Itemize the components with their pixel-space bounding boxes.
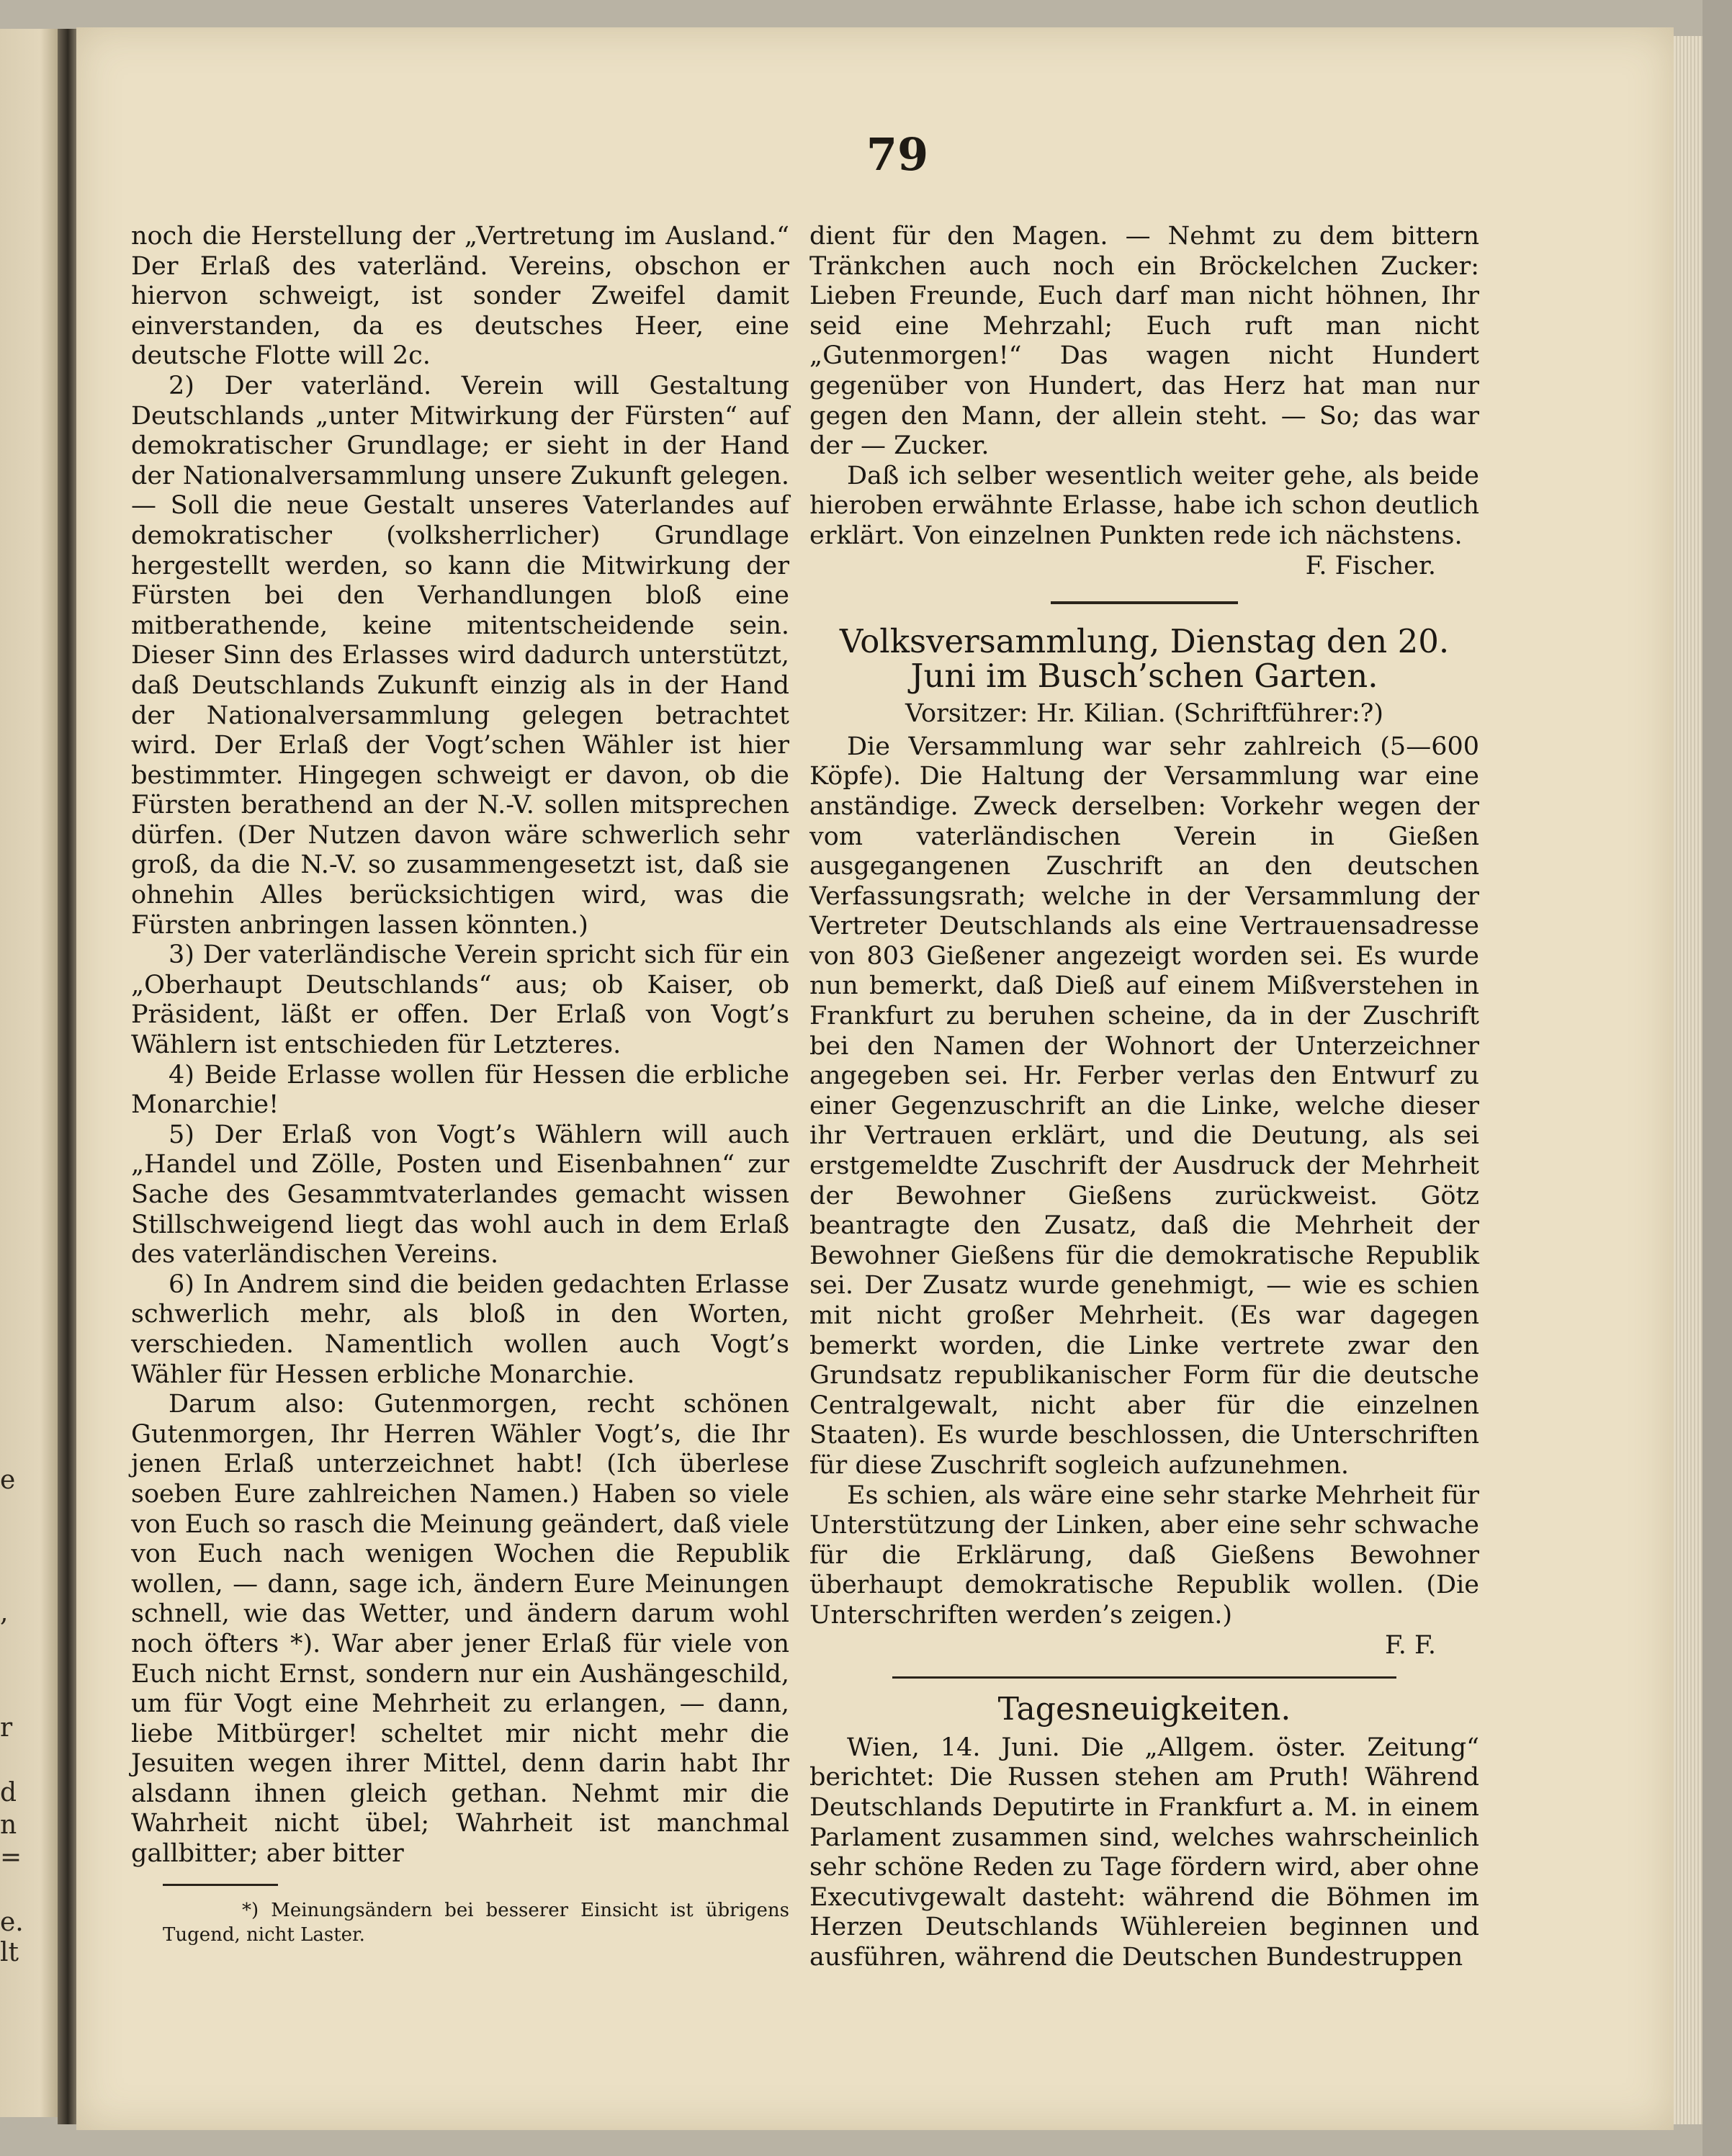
paragraph: 4) Beide Erlasse wollen für Hessen die erbliche Monarchie! (131, 1060, 789, 1120)
margin-fragment: e (0, 1465, 16, 1495)
left-column (131, 222, 789, 1869)
margin-fragment: , (0, 1598, 9, 1627)
background (1702, 0, 1732, 2156)
footnote-rule (163, 1884, 278, 1886)
margin-fragment: d (0, 1778, 17, 1807)
margin-fragment: n (0, 1810, 17, 1840)
paragraph: Daß ich selber wesentlich weiter gehe, als beide hieroben erwähnte Erlasse, habe ich schon deutlich erklärt. Von einzelnen Punkten rede ich nächstens. (809, 461, 1479, 550)
paragraph: 6) In Andrem sind die beiden gedachten Erlasse schwerlich mehr, als bloß in den Worten, verschieden. Namentlich wollen auch Vogt’s Wähler für Hessen erbliche Monarchie. (131, 1270, 789, 1389)
paragraph: Wien, 14. Juni. Die „Allgem. öster. Zeitung“ berichtet: Die Russen stehen am Pruth! Während Deutschlands Deputirte in Frankfurt a. M. in einem Parlament zusammen sind, welches wahrscheinlich sehr schöne Reden zu Tage fördern wird, aber ohne Executivgewalt dasteht: während die Böhmen im Herzen Deutschlands Wühlereien beginnen und ausführen, während die Deutschen Bundestruppen (809, 1733, 1479, 1972)
section-divider (892, 1676, 1396, 1679)
margin-fragment: e. (0, 1908, 24, 1937)
article-headline: Volksversammlung, Dienstag den 20. Juni im Busch’schen Garten. (839, 622, 1450, 696)
paragraph: dient für den Magen. — Nehmt zu dem bittern Tränkchen auch noch ein Bröckelchen Zucker: Lieben Freunde, Euch darf man nicht höhnen, Ihr seid eine Mehrzahl; Euch ruft man nicht „Gutenmorgen!“ Das wagen nicht Hundert gegenüber von Hundert, das Herz hat man nur gegen den Mann, der allein steht. — So; das war der — Zucker. (809, 222, 1479, 461)
paragraph: 2) Der vaterländ. Verein will Gestaltung Deutschlands „unter Mitwirkung der Fürsten“ auf demokratischer Grundlage; er sieht in der Hand der Nationalversammlung unsere Zukunft gelegen. — Soll die neue Gestalt unseres Vaterlandes auf demokratischer (volksherrlicher) Grundlage hergestellt werden, so kann die Mitwirkung der Fürsten bei den Verhandlungen bloß eine mitberathende, keine mitentscheidende sein. Dieser Sinn des Erlasses wird dadurch unterstützt, daß Deutschlands Zukunft einzig als in der Hand der Nationalversammlung gelegen betrachtet wird. Der Erlaß der Vogt’schen Wähler ist hier bestimmter. Hingegen schweigt er davon, ob die Fürsten berathend an der N.-V. sollen mitsprechen dürfen. (Der Nutzen davon wäre schwerlich sehr groß, da die N.-V. so zusammengesetzt ist, daß sie ohnehin Alles berücksichtigen wird, was die Fürsten anbringen lassen könnten.) (131, 371, 789, 940)
previous-page-edge (0, 29, 58, 2117)
page-edges (1674, 36, 1702, 2124)
paragraph: noch die Herstellung der „Vertretung im Ausland.“ Der Erlaß des vaterländ. Vereins, obschon er hiervon schweigt, ist sonder Zweifel damit einverstanden, da es deutsches Heer, eine deutsche Flotte will 2c. (131, 222, 789, 371)
margin-fragment: = (0, 1843, 22, 1872)
paragraph: Es schien, als wäre eine sehr starke Mehrheit für Unterstützung der Linken, aber eine sehr schwache für die Erklärung, daß Gießens Bewohner überhaupt demokratische Republik wollen. (Die Unterschriften werden’s zeigen.) (809, 1481, 1479, 1630)
newspaper-page (76, 27, 1674, 2130)
paragraph: Darum also: Gutenmorgen, recht schönen Gutenmorgen, Ihr Herren Wähler Vogt’s, die Ihr jenen Erlaß unterzeichnet habt! (Ich überlese soeben Eure zahlreichen Namen.) Haben so viele von Euch so rasch die Meinung geändert, daß viele von Euch nach wenigen Wochen die Republik wollen, — dann, sage ich, ändern Eure Meinungen schnell, wie das Wetter, und ändern darum wohl noch öfters *). War aber jener Erlaß für viele von Euch nicht Ernst, sondern nur ein Aushängeschild, um für Vogt eine Mehrheit zu erlangen, — dann, liebe Mitbürger! scheltet mir nicht mehr die Jesuiten wegen ihrer Mittel, denn darin habt Ihr alsdann ihnen gleich gethan. Nehmt mir die Wahrheit nicht übel; Wahrheit ist manchmal gallbitter; aber bitter (131, 1390, 789, 1869)
paragraph: Die Versammlung war sehr zahlreich (5—600 Köpfe). Die Haltung der Versammlung war eine anständige. Zweck derselben: Vorkehr wegen der vom vaterländischen Verein in Gießen ausgegangenen Zuschrift an den deutschen Verfassungsrath; welche in der Versammlung der Vertreter Deutschlands als eine Vertrauensadresse von 803 Gießener angezeigt worden sei. Es wurde nun bemerkt, daß Dieß auf einem Mißverstehen in Frankfurt zu beruhen scheine, da in der Zuschrift bei den Namen der Wohnort der Unterzeichner angegeben sei. Hr. Ferber verlas den Entwurf zu einer Gegenzuschrift an die Linke, welche dieser ihr Vertrauen erklärt, und die Deutung, als sei erstgemeldte Zuschrift der Ausdruck der Mehrheit der Bewohner Gießens zurückweist. Götz beantragte den Zusatz, daß die Mehrheit der Bewohner Gießens für die demokratische Republik sei. Der Zusatz wurde genehmigt, — wie es schien mit nicht großer Mehrheit. (Es war dagegen bemerkt worden, die Linke vertrete zwar den Grundsatz republikanischer Form für die deutsche Centralgewalt, nicht aber für die einzelnen Staaten). Es wurde beschlossen, die Unterschriften für diese Zuschrift sogleich aufzunehmen. (809, 732, 1479, 1480)
margin-fragment: lt (0, 1938, 19, 1967)
footnote: *) Meinungsändern bei besserer Einsicht ist übrigens Tugend, nicht Laster. (163, 1900, 789, 1946)
article-signature: F. F. (1384, 1630, 1436, 1660)
section-title: Tagesneuigkeiten. (997, 1691, 1291, 1728)
author-signature: F. Fischer. (1305, 551, 1436, 580)
paragraph: 3) Der vaterländische Verein spricht sich für ein „Oberhaupt Deutschlands“ aus; ob Kaiser, ob Präsident, läßt er offen. Der Erlaß von Vogt’s Wählern ist entschieden für Letzteres. (131, 940, 789, 1060)
book-gutter (58, 29, 76, 2124)
right-column (809, 222, 1479, 1972)
paragraph: 5) Der Erlaß von Vogt’s Wählern will auch „Handel und Zölle, Posten und Eisenbahnen“ zur Sache des Gesammtvaterlandes gemacht wissen Stillschweigend liegt das wohl auch in dem Erlaß des vaterländischen Vereins. (131, 1120, 789, 1270)
section-divider (1051, 601, 1238, 604)
page-number: 79 (866, 128, 929, 181)
margin-fragment: r (0, 1713, 13, 1743)
chair-line: Vorsitzer: Hr. Kilian. (Schriftführer:?) (905, 699, 1384, 729)
